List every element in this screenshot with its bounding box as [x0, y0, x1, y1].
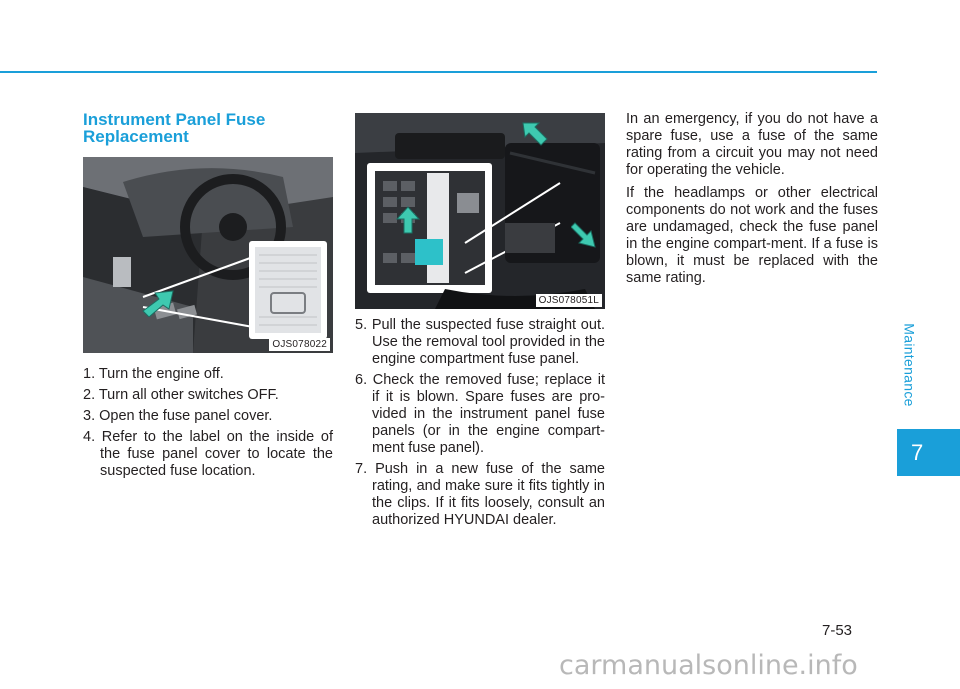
page-number: 7-53 [822, 622, 853, 639]
list-item: 4. Refer to the label on the inside of the fuse panel cover to locate the suspected fuse location. [83, 429, 333, 479]
watermark: carmanualsonline.info [559, 650, 858, 681]
chapter-tab-label: Maintenance [902, 323, 918, 407]
paragraph: In an emergency, if you do not have a spare fuse, use a fuse of the same rating from a circuit you may not need for operating the vehicle. [626, 111, 878, 178]
list-item: 6. Check the removed fuse; replace it if it is blown. Spare fuses are pro-vided in the instrument panel fuse panels (or in the engine compart-ment fuse panel). [355, 372, 605, 456]
header-rule [0, 71, 877, 73]
pointer-arrow-icon [519, 119, 549, 147]
section-heading: Instrument Panel Fuse Replacement [83, 110, 266, 146]
pointer-arrow-icon [141, 287, 175, 317]
list-item: 2. Turn all other switches OFF. [83, 387, 279, 403]
figure-caption: OJS078051L [536, 294, 602, 307]
list-item: 3. Open the fuse panel cover. [83, 408, 273, 424]
list-item: 5. Pull the suspected fuse straight out. Use the removal tool provided in the engine compartment fuse panel. [355, 317, 605, 367]
figure-caption: OJS078022 [269, 338, 330, 351]
list-item: 7. Push in a new fuse of the same rating, and make sure it fits tightly in the clips. If it fits loosely, consult an authorized HYUNDAI dealer. [355, 461, 605, 528]
steps-list-a [83, 366, 333, 484]
interior-illustration [83, 157, 333, 353]
steps-list-b [355, 317, 605, 533]
list-item: 1. Turn the engine off. [83, 366, 224, 382]
interior-fuse-panel-figure [83, 157, 333, 353]
engine-fuse-panel-figure [355, 113, 605, 309]
pointer-arrow-icon [571, 219, 601, 249]
up-arrow-icon [395, 205, 421, 235]
body-text [626, 111, 878, 293]
engine-illustration [355, 113, 605, 309]
paragraph: If the headlamps or other electrical components do not work and the fuses are undamaged, check the fuse panel in the engine compart-ment. If a fuse is blown, it must be replaced with the same rating. [626, 185, 878, 286]
chapter-number-badge: 7 [897, 429, 960, 476]
